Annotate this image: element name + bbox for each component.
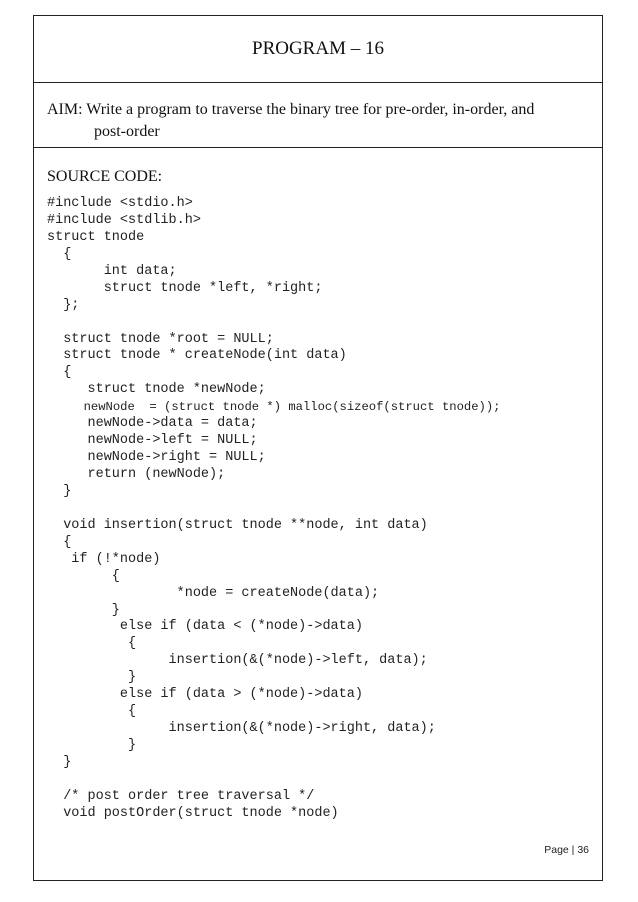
code-line: newNode->data = data; <box>47 416 258 432</box>
code-line: insertion(&(*node)->right, data); <box>47 721 436 737</box>
code-line: else if (data > (*node)->data) <box>47 687 363 703</box>
code-line: void postOrder(struct tnode *node) <box>47 805 339 821</box>
code-block <box>47 196 500 823</box>
divider-title <box>34 82 602 83</box>
code-line <box>47 315 500 332</box>
page-number: Page | 36 <box>544 844 589 856</box>
program-title: PROGRAM – 16 <box>252 38 384 59</box>
code-line: return (newNode); <box>47 467 226 482</box>
code-line: newNode = (struct tnode *) malloc(sizeof(struct tnode)); <box>47 400 501 415</box>
code-line: #include <stdio.h> <box>47 196 193 211</box>
code-line: { <box>47 534 72 550</box>
divider-aim <box>34 147 602 148</box>
code-line: { <box>47 568 120 584</box>
code-line: struct tnode <box>47 229 145 245</box>
code-line: { <box>47 365 72 381</box>
code-line: } <box>47 738 137 753</box>
code-line <box>47 501 500 518</box>
page-frame <box>33 15 603 881</box>
code-line: if (!*node) <box>47 551 161 567</box>
code-line: /* post order tree traversal */ <box>47 788 315 804</box>
code-line: #include <stdlib.h> <box>47 212 201 228</box>
aim-section <box>47 99 587 143</box>
aim-line-1: AIM: Write a program to traverse the binary tree for pre-order, in-order, and <box>47 101 535 118</box>
aim-line-2: post-order <box>94 123 160 140</box>
code-line: { <box>47 636 137 652</box>
code-line: } <box>47 483 72 499</box>
code-line: }; <box>47 297 80 313</box>
code-line: else if (data < (*node)->data) <box>47 619 363 635</box>
code-line: } <box>47 670 137 686</box>
code-line: int data; <box>47 263 177 279</box>
code-line: insertion(&(*node)->left, data); <box>47 653 428 669</box>
code-line: struct tnode *left, *right; <box>47 280 323 296</box>
code-line: { <box>47 704 137 720</box>
code-line: struct tnode *root = NULL; <box>47 331 274 347</box>
source-code-label: SOURCE CODE: <box>47 168 163 185</box>
code-line: newNode->right = NULL; <box>47 450 266 466</box>
code-line <box>47 772 500 789</box>
code-line: struct tnode *newNode; <box>47 382 266 398</box>
code-line: struct tnode * createNode(int data) <box>47 348 347 364</box>
code-line: } <box>47 754 72 770</box>
code-line: *node = createNode(data); <box>47 585 380 601</box>
code-line: void insertion(struct tnode **node, int data) <box>47 517 428 533</box>
code-line: } <box>47 602 120 618</box>
code-line: newNode->left = NULL; <box>47 433 258 449</box>
code-line: { <box>47 246 72 262</box>
